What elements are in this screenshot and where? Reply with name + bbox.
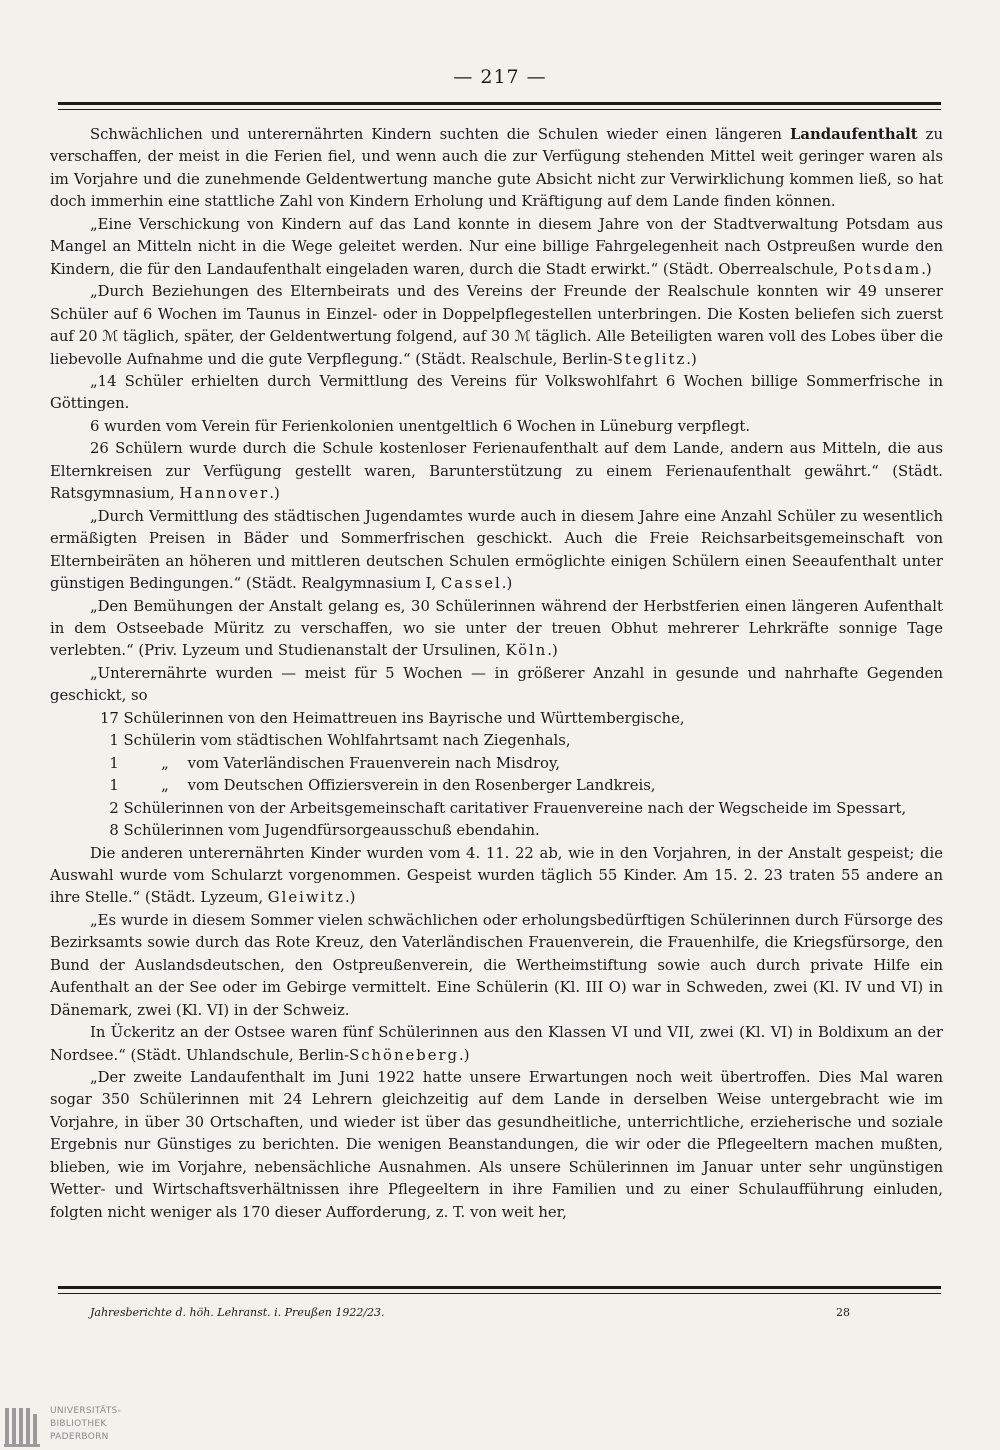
paragraph: „Durch Vermittlung des städtischen Jugendamtes wurde auch in diesem Jahre eine Anzahl Schüler zu wesentlich ermäßigten Preisen in Bäder und Sommerfrischen geschickt. Auch die Freie Reichsarbeitsgemeinschaft von Elternbeiräten an höheren und mittleren deutschen Schulen ermöglichte einigen Schülern einen Seeaufenthalt unter günstigen Bedingungen.“ (Städt. Realgymnasium I, Cassel.) xyxy=(50,507,943,593)
library-logo xyxy=(0,1402,150,1450)
paragraph: 26 Schülern wurde durch die Schule kostenloser Ferienaufenthalt auf dem Lande, andern aus Mitteln, die aus Elternkreisen zur Verfügung gestellt waren, Barunterstützung zu einem Ferienaufenthalt gewährt.“ (Städt. Ratsgymnasium, Hannover.) xyxy=(50,440,943,503)
paragraph: „Unterernährte wurden — meist für 5 Wochen — in größerer Anzahl in gesunde und nahrhafte Gegenden geschickt, so xyxy=(50,664,943,705)
library-logo-icon xyxy=(4,1406,44,1448)
page-number: — 217 — xyxy=(453,66,547,88)
logo-line-2: BIBLIOTHEK xyxy=(50,1419,107,1429)
list-item: 17 Schülerinnen von den Heimattreuen ins Bayrische und Württembergische, xyxy=(100,709,685,727)
signature-mark: 28 xyxy=(836,1306,850,1319)
header-rule-thin xyxy=(58,109,941,110)
list-item: 1 „ vom Deutschen Offiziersverein in den Rosenberger Landkreis, xyxy=(100,777,656,795)
list-item: 8 Schülerinnen vom Jugendfürsorgeausschuß ebendahin. xyxy=(100,822,540,840)
list-item: 2 Schülerinnen von der Arbeitsgemeinschaft caritativer Frauenvereine nach der Wegscheide im Spessart, xyxy=(100,799,907,817)
paragraph: „Eine Verschickung von Kindern auf das Land konnte in diesem Jahre von der Stadtverwaltung Potsdam aus Mangel an Mitteln nicht in die Wege geleitet werden. Nur eine billige Fahrgelegenheit nach Ostpreußen wurde den Kindern, die für den Landaufenthalt eingeladen waren, durch die Stadt erwirkt.“ (Städt. Oberrealschule, Potsdam.) xyxy=(50,215,943,278)
logo-line-3: PADERBORN xyxy=(50,1432,109,1442)
paragraph: „Es wurde in diesem Sommer vielen schwächlichen oder erholungsbedürftigen Schülerinnen durch Fürsorge des Bezirksamts sowie durch das Rote Kreuz, den Vaterländischen Frauenverein, die Frauenhilfe, die Kriegsfürsorge, den Bund der Auslandsdeutschen, den Ostpreußenverein, die Wertheimstiftung sowie auch durch private Hilfe ein Aufenthalt an der See oder im Gebirge vermittelt. Eine Schülerin (Kl. III O) war in Schweden, zwei (Kl. IV und VI) in Dänemark, zwei (Kl. VI) in der Schweiz. xyxy=(50,911,943,1019)
paragraph: „Der zweite Landaufenthalt im Juni 1922 hatte unsere Erwartungen noch weit übertroffen. Dies Mal waren sogar 350 Schülerinnen mit 24 Lehrern gleichzeitig auf dem Lande in derselben Weise untergebracht wie im Vorjahre, in über 30 Ortschaften, und wieder ist über das gesundheitliche, unterrichtliche, erzieherische und soziale Ergebnis nur Günstiges zu berichten. Die wenigen Beanstandungen, die wir oder die Pflegeeltern machen mußten, blieben, wie im Vorjahre, nebensächliche Ausnahmen. Als unsere Schülerinnen im Januar unter sehr ungünstigen Wetter- und Wirtschaftsverhältnissen ihre Pflegeeltern in ihre Familien und zu einer Schulaufführung einluden, folgten nicht weniger als 170 dieser Aufforderung, z. T. von weit her, xyxy=(50,1069,943,1221)
footer-rule-thin xyxy=(58,1293,941,1294)
paragraph: „14 Schüler erhielten durch Vermittlung des Vereins für Volkswohlfahrt 6 Wochen billige Sommerfrische in Göttingen. xyxy=(50,372,943,413)
paragraph: „Den Bemühungen der Anstalt gelang es, 30 Schülerinnen während der Herbstferien einen längeren Aufenthalt in dem Ostseebade Müritz zu verschaffen, wo sie unter der treuen Obhut mehrerer Lehrkräfte sonnige Tage verlebten.“ (Priv. Lyzeum und Studienanstalt der Ursulinen, Köln.) xyxy=(50,597,943,660)
header-rule-thick xyxy=(58,102,941,105)
library-logo-text xyxy=(50,1405,121,1444)
logo-line-1: UNIVERSITÄTS- xyxy=(50,1406,122,1416)
paragraph: 6 wurden vom Verein für Ferienkolonien unentgeltlich 6 Wochen in Lüneburg verpflegt. xyxy=(90,417,751,435)
list-item: 1 „ vom Vaterländischen Frauenverein nach Misdroy, xyxy=(100,754,561,772)
paragraph-group-2 xyxy=(50,843,943,1225)
footer-rule-thick xyxy=(58,1286,941,1289)
recipient-list xyxy=(50,708,943,843)
footer-title: Jahresberichte d. höh. Lehranst. i. Preußen 1922/23. xyxy=(90,1306,385,1319)
paragraph: Die anderen unterernährten Kinder wurden vom 4. 11. 22 ab, wie in den Vorjahren, in der Anstalt gespeist; die Auswahl wurde vom Schularzt vorgenommen. Gespeist wurden täglich 55 Kinder. Am 15. 2. 23 traten 55 andere an ihre Stelle.“ (Städt. Lyzeum, Gleiwitz.) xyxy=(50,844,943,907)
paragraph: „Durch Beziehungen des Elternbeirats und des Vereins der Freunde der Realschule konnten wir 49 unserer Schüler auf 6 Wochen im Taunus in Einzel- oder in Doppelpflegestellen unterbringen. Die Kosten beliefen sich zuerst auf 20 ℳ täglich, später, der Geldentwertung folgend, auf 30 ℳ täglich. Alle Beteiligten waren voll des Lobes über die liebevolle Aufnahme und die gute Verpflegung.“ (Städt. Realschule, Berlin-Steglitz.) xyxy=(50,283,943,368)
paragraph: In Ückeritz an der Ostsee waren fünf Schülerinnen aus den Klassen VI und VII, zwei (Kl. VI) in Boldixum an der Nordsee.“ (Städt. Uhlandschule, Berlin-Schöneberg.) xyxy=(50,1024,943,1064)
paragraph-group-1 xyxy=(50,124,943,708)
list-item: 1 Schülerin vom städtischen Wohlfahrtsamt nach Ziegenhals, xyxy=(100,732,571,750)
paragraph: Schwächlichen und unterernährten Kindern suchten die Schulen wieder einen längeren Landaufenthalt zu verschaffen, der meist in die Ferien fiel, und wenn auch die zur Verfügung stehenden Mittel weit geringer waren als im Vorjahre und die zunehmende Geldentwertung manche gute Absicht nicht zur Verwirklichung kommen ließ, so hat doch immerhin eine stattliche Zahl von Kindern Erholung und Kräftigung auf dem Lande finden können. xyxy=(50,126,944,211)
body-text xyxy=(50,124,943,1224)
